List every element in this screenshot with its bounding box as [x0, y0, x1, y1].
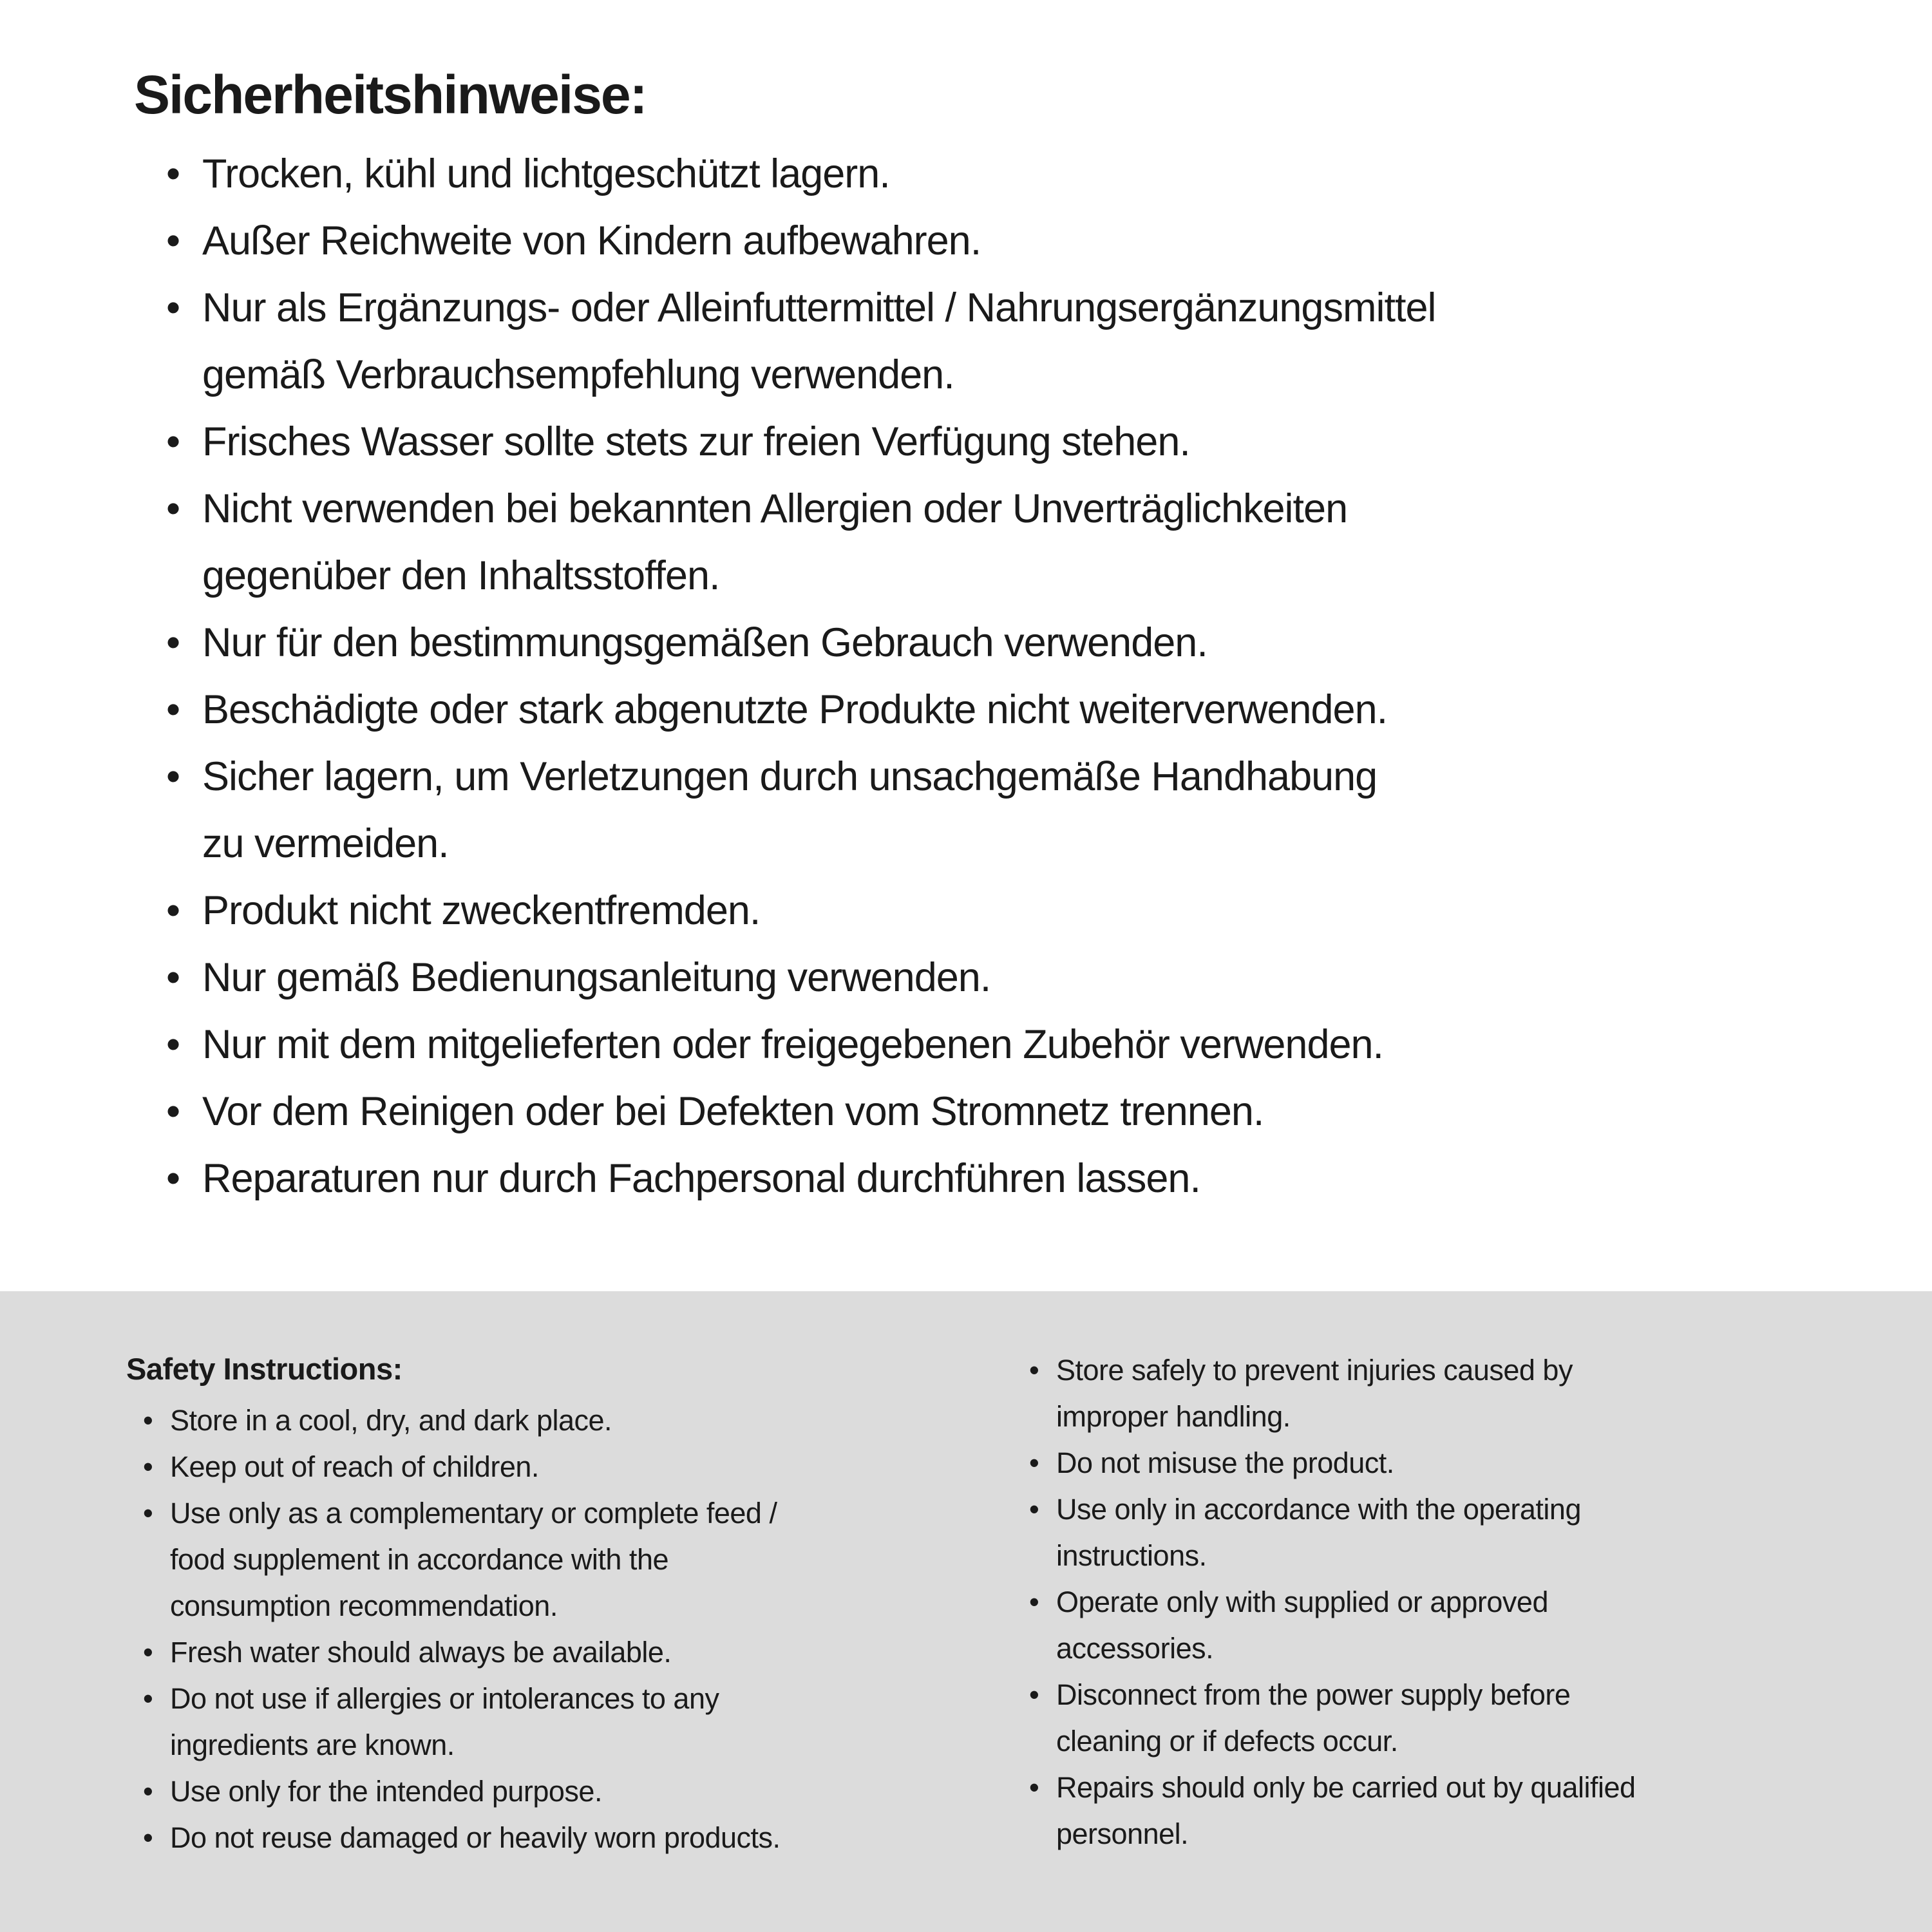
- bullet-icon: •: [166, 218, 181, 263]
- list-item-text: [202, 408, 1190, 475]
- list-item: [166, 944, 1873, 1011]
- list-item: [143, 1815, 1032, 1861]
- list-item: [166, 676, 1873, 743]
- list-item-line: Do not use if allergies or intolerances to any: [170, 1682, 719, 1715]
- list-item-line: accessories.: [1056, 1632, 1214, 1665]
- list-item-line: Vor dem Reinigen oder bei Defekten vom Stromnetz trennen.: [202, 1089, 1264, 1134]
- list-item-line: Store in a cool, dry, and dark place.: [170, 1404, 612, 1437]
- list-item-line: Fresh water should always be available.: [170, 1636, 672, 1669]
- bullet-icon: •: [1029, 1493, 1039, 1526]
- list-item-line: cleaning or if defects occur.: [1056, 1725, 1398, 1757]
- list-item: [143, 1676, 1032, 1768]
- list-item-text: [1056, 1672, 1570, 1765]
- list-item-text: [170, 1444, 539, 1490]
- list-item: [143, 1490, 1032, 1629]
- bullet-icon: •: [1029, 1354, 1039, 1387]
- list-item-line: Operate only with supplied or approved: [1056, 1586, 1548, 1618]
- list-item-text: [1056, 1579, 1548, 1672]
- english-section-title: Safety Instructions:: [126, 1352, 402, 1386]
- list-item-text: [202, 1078, 1264, 1145]
- list-item: [166, 408, 1873, 475]
- bullet-icon: •: [143, 1636, 153, 1669]
- list-item-line: Keep out of reach of children.: [170, 1450, 539, 1483]
- list-item: [1029, 1486, 1879, 1579]
- list-item-line: Disconnect from the power supply before: [1056, 1678, 1571, 1711]
- list-item: [1029, 1579, 1879, 1672]
- list-item: [166, 609, 1873, 676]
- list-item: [143, 1768, 1032, 1815]
- bullet-icon: •: [1029, 1446, 1039, 1479]
- list-item-text: [1056, 1765, 1636, 1857]
- list-item: [143, 1629, 1032, 1676]
- list-item-text: [202, 676, 1387, 743]
- list-item-line: gemäß Verbrauchsempfehlung verwenden.: [202, 352, 954, 397]
- bullet-icon: •: [166, 419, 181, 464]
- list-item-line: Do not misuse the product.: [1056, 1446, 1394, 1479]
- list-item-line: Trocken, kühl und lichtgeschützt lagern.: [202, 151, 890, 196]
- list-item-text: [202, 207, 981, 274]
- bullet-icon: •: [166, 1089, 181, 1134]
- list-item-text: [202, 274, 1435, 408]
- list-item-line: improper handling.: [1056, 1400, 1291, 1433]
- list-item-text: [1056, 1347, 1573, 1440]
- list-item: [1029, 1765, 1879, 1857]
- list-item-line: gegenüber den Inhaltsstoffen.: [202, 553, 720, 598]
- list-item-text: [170, 1490, 777, 1629]
- list-item-line: Außer Reichweite von Kindern aufbewahren.: [202, 218, 981, 263]
- list-item-line: Repairs should only be carried out by qualified: [1056, 1771, 1636, 1804]
- bullet-icon: •: [143, 1404, 153, 1437]
- list-item-text: [202, 877, 760, 944]
- list-item: [166, 207, 1873, 274]
- list-item-text: [1056, 1440, 1394, 1486]
- list-item: [143, 1397, 1032, 1444]
- list-item-line: zu vermeiden.: [202, 821, 449, 866]
- list-item: [166, 1145, 1873, 1212]
- bullet-icon: •: [1029, 1586, 1039, 1618]
- list-item-text: [202, 1145, 1200, 1212]
- list-item-line: Do not reuse damaged or heavily worn products.: [170, 1821, 781, 1854]
- list-item-line: ingredients are known.: [170, 1728, 455, 1761]
- list-item-line: food supplement in accordance with the: [170, 1543, 668, 1576]
- bullet-icon: •: [166, 151, 181, 196]
- list-item: [166, 140, 1873, 207]
- bullet-icon: •: [166, 888, 181, 933]
- bullet-icon: •: [143, 1775, 153, 1808]
- bullet-icon: •: [166, 285, 181, 330]
- list-item-line: Nur gemäß Bedienungsanleitung verwenden.: [202, 955, 991, 1000]
- list-item-text: [170, 1629, 671, 1676]
- list-item-line: Reparaturen nur durch Fachpersonal durchführen lassen.: [202, 1156, 1200, 1201]
- list-item-line: personnel.: [1056, 1817, 1189, 1850]
- list-item-text: [202, 944, 990, 1011]
- list-item-text: [170, 1815, 781, 1861]
- english-left-list: [143, 1397, 1032, 1861]
- german-section-title: Sicherheitshinweise:: [134, 64, 647, 125]
- list-item-line: instructions.: [1056, 1539, 1207, 1572]
- bullet-icon: •: [166, 754, 181, 799]
- bullet-icon: •: [143, 1821, 153, 1854]
- list-item-text: [202, 609, 1208, 676]
- german-list: [166, 140, 1873, 1212]
- list-item-line: Nur als Ergänzungs- oder Alleinfuttermittel / Nahrungsergänzungsmittel: [202, 285, 1436, 330]
- list-item-text: [202, 1011, 1383, 1078]
- list-item-line: Sicher lagern, um Verletzungen durch unsachgemäße Handhabung: [202, 754, 1378, 799]
- list-item-text: [170, 1397, 612, 1444]
- list-item-text: [170, 1676, 719, 1768]
- bullet-icon: •: [166, 1156, 181, 1201]
- list-item-line: Nicht verwenden bei bekannten Allergien oder Unverträglichkeiten: [202, 486, 1348, 531]
- list-item-text: [170, 1768, 602, 1815]
- list-item: [1029, 1440, 1879, 1486]
- list-item: [166, 1078, 1873, 1145]
- bullet-icon: •: [166, 620, 181, 665]
- list-item-line: Frisches Wasser sollte stets zur freien Verfügung stehen.: [202, 419, 1190, 464]
- bullet-icon: •: [166, 955, 181, 1000]
- list-item-line: Use only in accordance with the operating: [1056, 1493, 1581, 1526]
- list-item-line: Use only for the intended purpose.: [170, 1775, 602, 1808]
- list-item-text: [202, 475, 1347, 609]
- list-item: [1029, 1672, 1879, 1765]
- list-item-text: [202, 743, 1377, 877]
- list-item: [166, 743, 1873, 877]
- english-right-list: [1029, 1347, 1879, 1857]
- bullet-icon: •: [166, 687, 181, 732]
- list-item-line: Nur mit dem mitgelieferten oder freigegebenen Zubehör verwenden.: [202, 1022, 1384, 1067]
- bullet-icon: •: [166, 1022, 181, 1067]
- list-item-line: Use only as a complementary or complete feed /: [170, 1497, 777, 1530]
- list-item-line: consumption recommendation.: [170, 1589, 558, 1622]
- list-item: [166, 274, 1873, 408]
- bullet-icon: •: [1029, 1771, 1039, 1804]
- list-item-line: Beschädigte oder stark abgenutzte Produkte nicht weiterverwenden.: [202, 687, 1388, 732]
- list-item: [166, 877, 1873, 944]
- list-item-line: Store safely to prevent injuries caused by: [1056, 1354, 1573, 1387]
- bullet-icon: •: [143, 1682, 153, 1715]
- list-item: [166, 475, 1873, 609]
- list-item-line: Produkt nicht zweckentfremden.: [202, 888, 761, 933]
- list-item-line: Nur für den bestimmungsgemäßen Gebrauch verwenden.: [202, 620, 1208, 665]
- bullet-icon: •: [166, 486, 181, 531]
- list-item-text: [1056, 1486, 1581, 1579]
- list-item: [143, 1444, 1032, 1490]
- list-item: [166, 1011, 1873, 1078]
- bullet-icon: •: [1029, 1678, 1039, 1711]
- list-item-text: [202, 140, 890, 207]
- list-item: [1029, 1347, 1879, 1440]
- bullet-icon: •: [143, 1450, 153, 1483]
- bullet-icon: •: [143, 1497, 153, 1530]
